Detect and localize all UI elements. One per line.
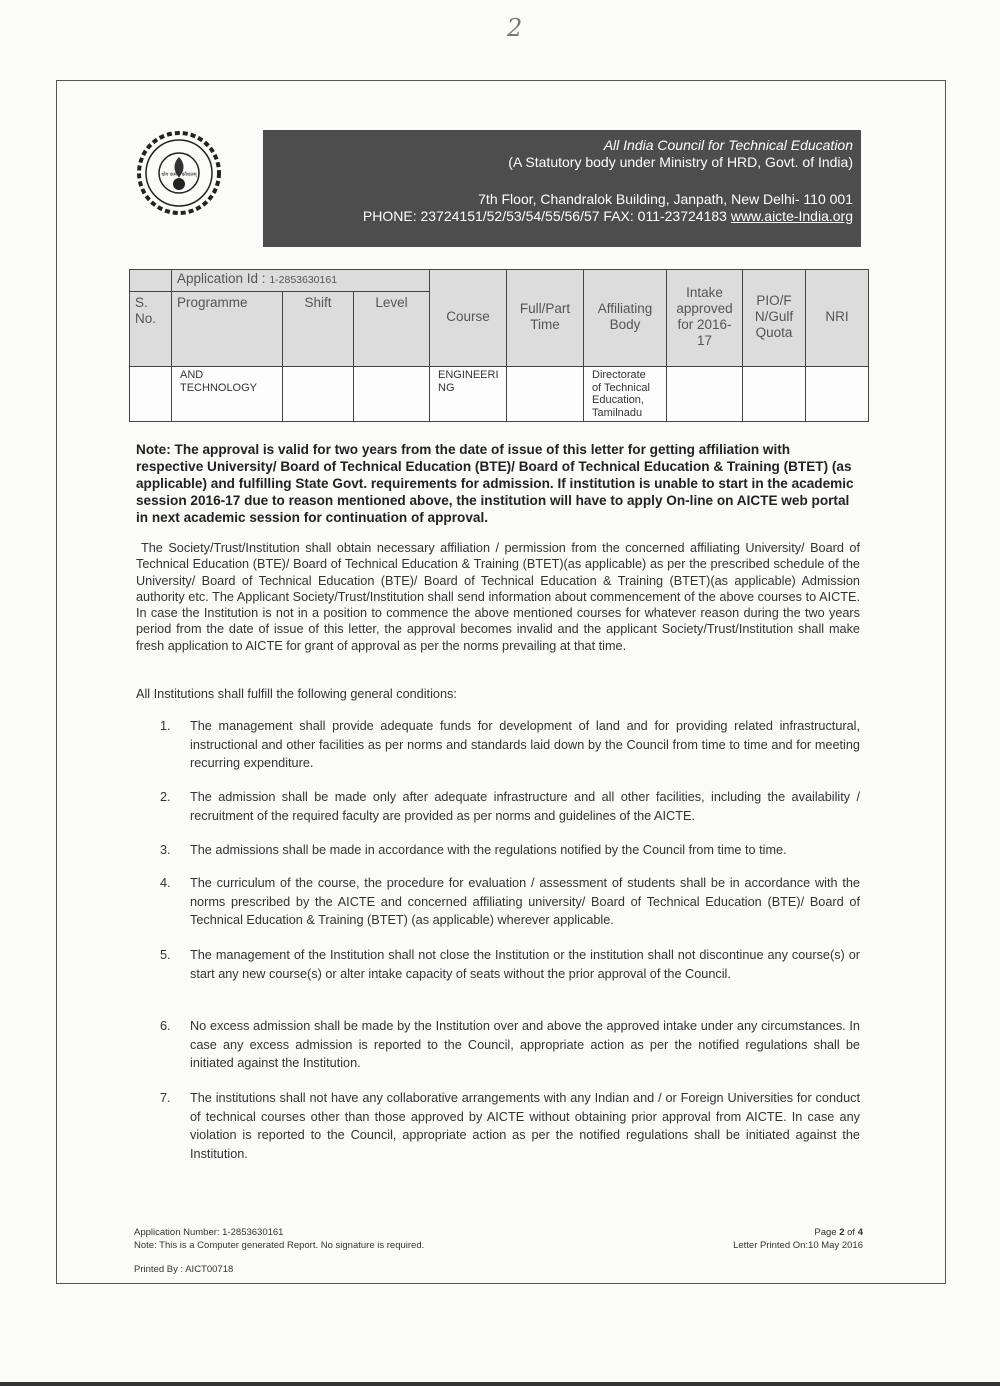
cell-course: ENGINEERI NG [430, 367, 507, 422]
footer-application-number: Application Number: 1-2853630161 [134, 1227, 284, 1238]
header-intake: Intake approved for 2016-17 [667, 270, 743, 367]
approval-note: Note: The approval is valid for two years from the date of issue of this letter for getting affiliation with respective University/ Board of Technical Education (BTE)/ Board of Technical Education & Training (BTET) (as applicable) and fulfilling State Govt. requirements for admission. If institution is unable to start in the academic session 2016-17 due to reason mentioned above, the institution will have to apply On-line on AICTE web portal in next academic session for continuation of approval. [136, 442, 854, 525]
council-phone-fax: PHONE: 23724151/52/53/54/55/56/57 FAX: 011-23724183 [362, 207, 727, 224]
header-band [263, 130, 861, 247]
approval-table [129, 269, 869, 422]
application-id-value: 1-2853630161 [269, 274, 338, 286]
handwritten-page-mark: 2 [507, 14, 523, 42]
header-affiliating: Affiliating Body [584, 270, 667, 367]
council-name: All India Council for Technical Education [603, 137, 853, 153]
general-conditions-heading: All Institutions shall fulfill the following general conditions: [136, 687, 457, 701]
cell-shift [283, 367, 354, 422]
aicte-emblem-icon [136, 130, 222, 216]
header-level: Level [354, 292, 430, 367]
council-subtitle: (A Statutory body under Ministry of HRD, Govt. of India) [508, 153, 853, 170]
header-shift: Shift [283, 292, 354, 367]
page-number: Page 2 of 4 [814, 1227, 863, 1238]
header-sno: S. No. [130, 292, 172, 367]
application-id-cell: Application Id : 1-2853630161 [172, 270, 430, 292]
cell-intake [667, 367, 743, 422]
document-footer [134, 1227, 863, 1252]
cell-fullpart [507, 367, 584, 422]
council-website-link[interactable]: www.aicte-India.org [730, 207, 853, 224]
cell-sno [130, 367, 172, 422]
header-programme: Programme [172, 292, 283, 367]
header-pio: PIO/F N/Gulf Quota [743, 270, 806, 367]
svg-text:योग कर्मसु कौशलम्: योग कर्मसु कौशलम् [161, 172, 197, 178]
printed-by: Printed By : AICT00718 [134, 1264, 234, 1275]
cell-level [354, 367, 430, 422]
footer-note: Note: This is a Computer generated Report. No signature is required. [134, 1239, 425, 1251]
letter-printed-date: Letter Printed On:10 May 2016 [733, 1239, 863, 1251]
header-fullpart: Full/Part Time [507, 270, 584, 367]
cell-nri [806, 367, 869, 422]
scan-edge [0, 1382, 1000, 1386]
table-corner-cell [130, 270, 172, 292]
cell-pio [743, 367, 806, 422]
cell-affiliating: Directorate of Technical Education, Tamilnadu [584, 367, 667, 422]
council-address: 7th Floor, Chandralok Building, Janpath, New Delhi- 110 001 [478, 191, 853, 207]
cell-programme: AND TECHNOLOGY [172, 367, 283, 422]
header-nri: NRI [806, 270, 869, 367]
table-row [130, 367, 869, 422]
header-course: Course [430, 270, 507, 367]
affiliation-paragraph: The Society/Trust/Institution shall obtain necessary affiliation / permission from the concerned affiliating University/ Board of Technical Education (BTE)/ Board of Technical Education & Training (BTET)(as applicable) as per the prescribed schedule of the University/ Board of Technical Education (BTE)/ Board of Technical Education & Training (BTET)(as applicable) Admission authority etc. The Applicant Society/Trust/Institution shall send information about commencement of the above courses to AICTE. In case the Institution is not in a position to commence the above mentioned courses for whatever reason during the two years period from the date of issue of this letter, the approval becomes invalid and the applicant Society/Trust/Institution shall make fresh application to AICTE for grant of approval as per the norms prevailing at that time. [136, 541, 860, 653]
